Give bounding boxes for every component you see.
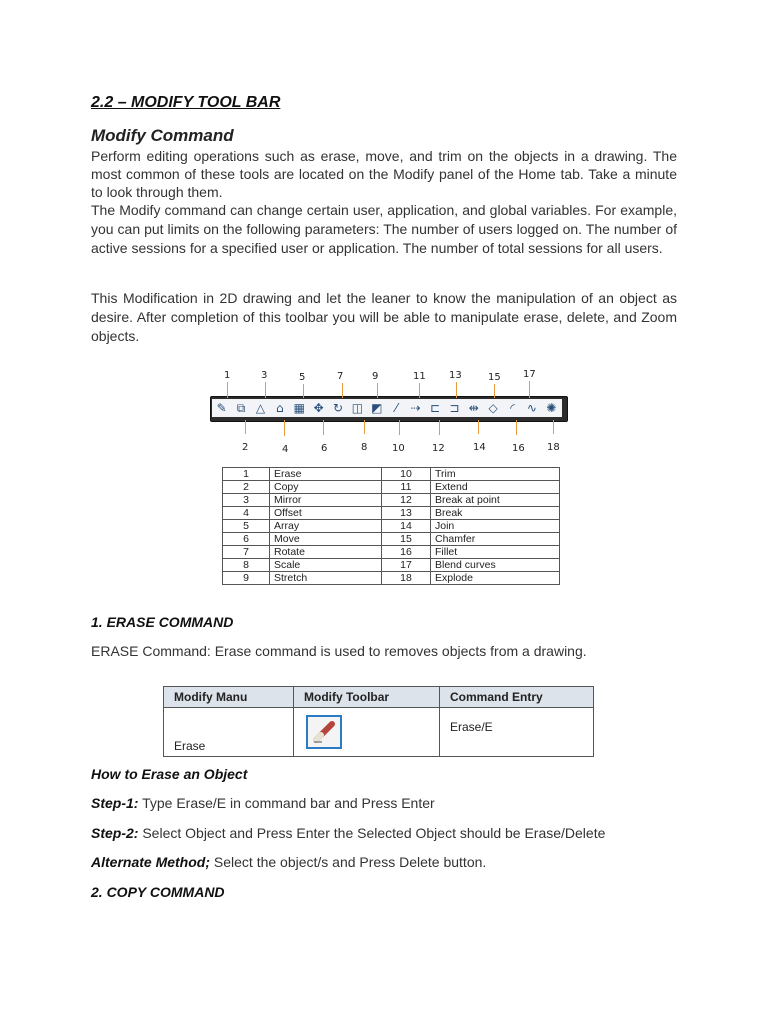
table-row <box>223 533 560 546</box>
callout-number: 15 <box>488 372 501 383</box>
table-cell: 9 <box>223 572 270 585</box>
table-row <box>223 572 560 585</box>
table-cell: Trim <box>431 468 560 481</box>
callout-number: 5 <box>299 372 306 383</box>
pointer-line <box>553 420 554 434</box>
table-cell: 10 <box>382 468 431 481</box>
pointer-line <box>456 382 457 398</box>
callout-number: 18 <box>547 442 560 453</box>
stretch-icon: ◩ <box>371 401 383 415</box>
break-icon: ⊐ <box>449 401 460 415</box>
pointer-line <box>245 420 246 434</box>
callout-number: 11 <box>413 371 426 382</box>
erase-icon: ✎ <box>216 401 227 415</box>
table-cell: 8 <box>223 559 270 572</box>
callout-number: 7 <box>337 371 344 382</box>
column-header: Modify Manu <box>164 687 294 708</box>
pointer-line <box>377 383 378 398</box>
table-cell: Array <box>270 520 382 533</box>
modification-paragraph: This Modification in 2D drawing and let the leaner to know the manipulation of an object as desire. After completion of this toolbar you will be able to manipulate erase, delete, and Zoom objects. <box>91 290 677 344</box>
table-cell: Break at point <box>431 494 560 507</box>
table-cell: 4 <box>223 507 270 520</box>
table-cell: 13 <box>382 507 431 520</box>
table-cell: Move <box>270 533 382 546</box>
erase-command-heading: 1. ERASE COMMAND <box>91 614 234 630</box>
break-at-point-icon: ⊏ <box>429 401 441 415</box>
pointer-line <box>399 420 400 435</box>
table-cell: 12 <box>382 494 431 507</box>
callout-number: 13 <box>449 370 462 381</box>
callout-number: 17 <box>523 369 536 380</box>
rotate-icon: ↻ <box>333 401 344 415</box>
table-cell: Mirror <box>270 494 382 507</box>
table-cell: Break <box>431 507 560 520</box>
table-cell: 18 <box>382 572 431 585</box>
table-cell: Chamfer <box>431 533 560 546</box>
erase-command-table <box>163 686 594 757</box>
menu-value: Erase <box>164 708 294 757</box>
copy-command-heading: 2. COPY COMMAND <box>91 884 225 900</box>
array-icon: ▦ <box>293 401 305 415</box>
blend-curves-icon: ∿ <box>526 401 537 415</box>
pointer-line <box>303 384 304 398</box>
table-row <box>164 708 594 757</box>
pointer-line <box>342 383 343 398</box>
column-header: Command Entry <box>440 687 594 708</box>
table-cell: 17 <box>382 559 431 572</box>
pointer-line <box>529 381 530 398</box>
callout-number: 8 <box>361 442 368 453</box>
section-title: 2.2 – MODIFY TOOL BAR <box>91 94 281 111</box>
chamfer-icon: ◇ <box>488 401 498 415</box>
table-cell: Fillet <box>431 546 560 559</box>
step-label: Step-2: <box>91 825 139 841</box>
modify-toolbar-figure <box>206 368 568 458</box>
join-icon: ⇹ <box>468 401 479 415</box>
pointer-line <box>323 420 324 435</box>
table-row <box>223 520 560 533</box>
pointer-line <box>516 420 517 435</box>
callout-number: 2 <box>242 442 249 453</box>
callout-number: 10 <box>392 443 405 454</box>
column-header: Modify Toolbar <box>294 687 440 708</box>
pointer-line <box>265 382 266 398</box>
table-cell: Blend curves <box>431 559 560 572</box>
callout-number: 12 <box>432 443 445 454</box>
extend-icon: ⇢ <box>410 401 421 415</box>
table-cell: 3 <box>223 494 270 507</box>
eraser-icon <box>306 715 342 749</box>
copy-icon: ⧉ <box>236 401 246 415</box>
table-cell: Rotate <box>270 546 382 559</box>
step-2 <box>91 825 605 841</box>
callout-number: 16 <box>512 443 525 454</box>
step-label: Alternate Method; <box>91 854 210 870</box>
move-icon: ✥ <box>313 401 324 415</box>
table-cell: 1 <box>223 468 270 481</box>
explode-icon: ✺ <box>546 401 557 415</box>
table-cell: 2 <box>223 481 270 494</box>
fillet-icon: ◜ <box>510 401 515 415</box>
table-row <box>223 507 560 520</box>
table-cell: Explode <box>431 572 560 585</box>
pointer-line <box>478 420 479 434</box>
step-text: Select Object and Press Enter the Selected Object should be Erase/Delete <box>138 825 606 841</box>
table-row <box>223 546 560 559</box>
variables-paragraph: The Modify command can change certain user, application, and global variables. For example, you can put limits on the following parameters: The number of users logged on. The number of active sessions for a specified user or application. The number of total sessions for all users. <box>91 202 677 256</box>
table-cell: Join <box>431 520 560 533</box>
pointer-line <box>364 420 365 434</box>
table-row <box>223 559 560 572</box>
erase-description: ERASE Command: Erase command is used to removes objects from a drawing. <box>91 643 587 659</box>
table-cell: 14 <box>382 520 431 533</box>
modify-command-heading: Modify Command <box>91 126 234 145</box>
table-cell: 7 <box>223 546 270 559</box>
pointer-line <box>419 383 420 398</box>
table-cell: 5 <box>223 520 270 533</box>
mirror-icon: △ <box>255 401 266 415</box>
command-entry-value: Erase/E <box>440 708 594 757</box>
table-cell: Stretch <box>270 572 382 585</box>
pointer-line <box>494 384 495 398</box>
step-label: Step-1: <box>91 795 139 811</box>
table-row <box>223 481 560 494</box>
callout-number: 9 <box>372 371 379 382</box>
table-cell: Extend <box>431 481 560 494</box>
table-cell: Erase <box>270 468 382 481</box>
table-row <box>223 468 560 481</box>
toolbar-icon-cell <box>294 708 440 757</box>
callout-number: 6 <box>321 443 328 454</box>
how-to-heading: How to Erase an Object <box>91 766 248 782</box>
callout-number: 4 <box>282 444 289 455</box>
pointer-line <box>439 420 440 435</box>
step-1 <box>91 795 435 811</box>
table-cell: Offset <box>270 507 382 520</box>
callout-number: 14 <box>473 442 486 453</box>
scale-icon: ◫ <box>351 401 364 415</box>
callout-number: 1 <box>224 370 231 381</box>
table-cell: 15 <box>382 533 431 546</box>
toolbar-reference-table <box>222 467 560 585</box>
offset-icon: ⌂ <box>276 401 284 415</box>
trim-icon: ⁄ <box>395 401 398 415</box>
table-header-row <box>164 687 594 708</box>
intro-paragraph: Perform editing operations such as erase, move, and trim on the objects in a drawing. The most common of these tools are located on the Modify panel of the Home tab. Take a minute to look through them. <box>91 148 677 200</box>
step-text: Select the object/s and Press Delete button. <box>210 854 487 870</box>
toolbar-icons <box>212 399 562 417</box>
callout-number: 3 <box>261 370 268 381</box>
pointer-line <box>284 420 285 436</box>
table-cell: Scale <box>270 559 382 572</box>
table-cell: Copy <box>270 481 382 494</box>
table-cell: 6 <box>223 533 270 546</box>
pointer-line <box>227 382 228 398</box>
table-row <box>223 494 560 507</box>
step-text: Type Erase/E in command bar and Press Enter <box>138 795 435 811</box>
table-cell: 11 <box>382 481 431 494</box>
alternate-method <box>91 854 486 870</box>
table-cell: 16 <box>382 546 431 559</box>
